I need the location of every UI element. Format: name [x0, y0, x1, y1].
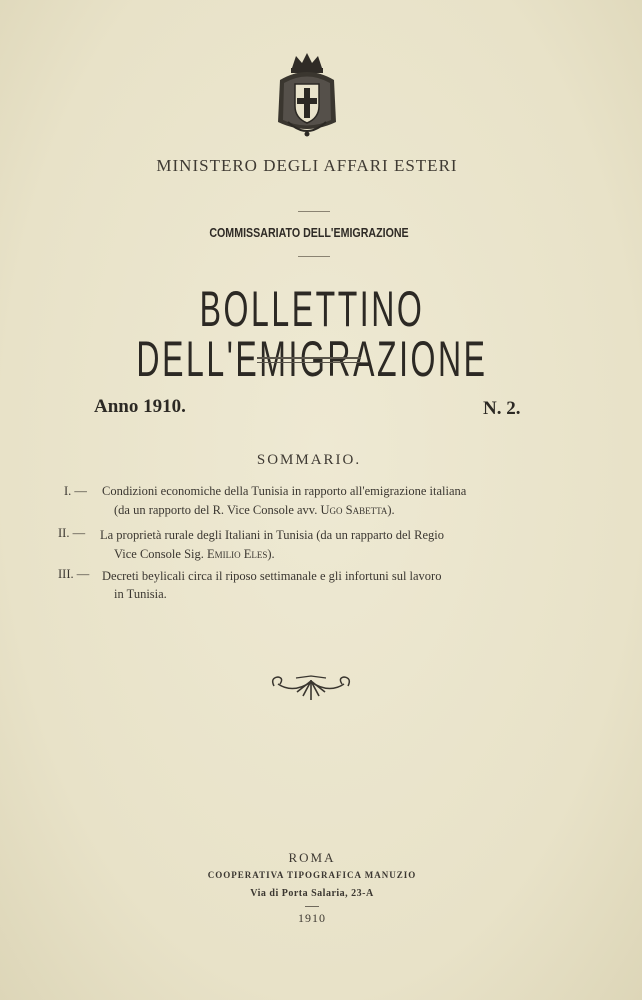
summary-item-line: La proprietà rurale degli Italiani in Tunisia (da un rapparto del Regio — [100, 528, 445, 542]
double-divider — [257, 357, 361, 363]
summary-item-line: Condizioni economiche della Tunisia in rapporto all'emigrazione italiana — [102, 484, 467, 498]
issue-number: N. 2. — [483, 398, 521, 419]
summary-item-number: I. — — [64, 484, 87, 498]
savoy-crest-icon — [272, 50, 342, 140]
divider — [298, 256, 330, 257]
imprint-printer: COOPERATIVA TIPOGRAFICA MANUZIO — [207, 870, 417, 880]
summary-item-line: (da un rapporto del R. Vice Console avv. Ugo Sabetta). — [114, 503, 395, 517]
summary-item-number: III. — — [58, 567, 90, 581]
divider — [298, 211, 330, 212]
author-name: Emilio Eles — [207, 547, 268, 561]
summary-heading: SOMMARIO. — [256, 452, 362, 468]
imprint-address: Via di Porta Salaria, 23-A — [250, 888, 374, 899]
summary-item-number: II. — — [58, 526, 86, 540]
bulletin-title: BOLLETTINO DELL'EMIGRAZIONE — [136, 281, 488, 387]
summary-item-line: in Tunisia. — [114, 587, 167, 601]
divider — [305, 906, 319, 907]
imprint-year: 1910 — [298, 911, 326, 925]
author-name: Ugo Sabetta — [320, 503, 388, 517]
issue-year: Anno 1910. — [94, 396, 186, 417]
summary-item-line: Vice Console Sig. Emilio Eles). — [114, 547, 275, 561]
fleuron-ornament-icon — [268, 668, 354, 706]
commissariato-name: COMMISSARIATO DELL'EMIGRAZIONE — [209, 225, 409, 240]
imprint-city: ROMA — [288, 850, 336, 865]
summary-item-line: Decreti beylicali circa il riposo settimanale e gli infortuni sul lavoro — [102, 569, 442, 583]
ministry-name: MINISTERO DEGLI AFFARI ESTERI — [156, 156, 458, 175]
